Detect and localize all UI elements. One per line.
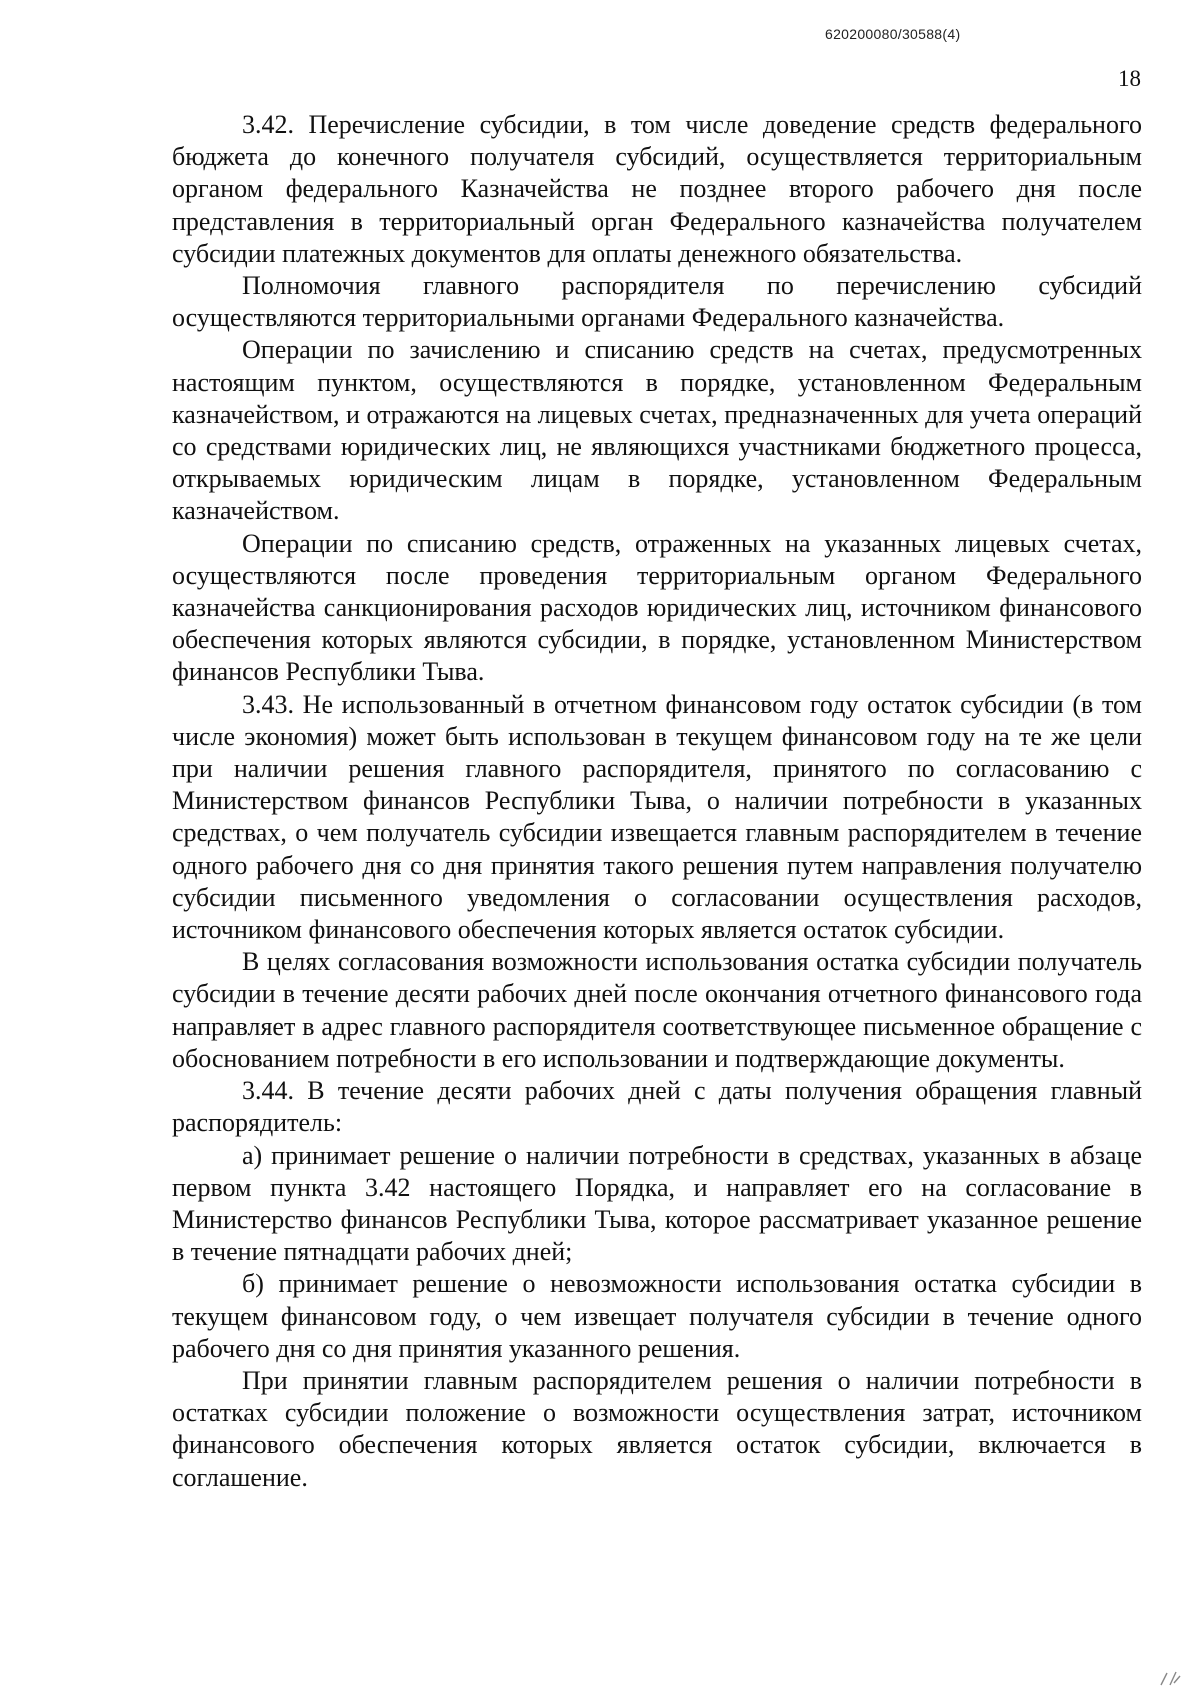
paragraph-operations-writeoff: Операции по списанию средств, отраженных на указанных лицевых счетах, осуществляются после проведения территориальным органом Федерального казначейства санкционирования расходов юридических лиц, источником финансового обеспечения которых являются субсидии, в порядке, установленном Министерством финансов Республики Тыва. xyxy=(172,528,1142,687)
paragraph-item-b: б) принимает решение о невозможности использования остатка субсидии в текущем финансовом году, о чем извещает получателя субсидии в течение одного рабочего дня со дня принятия указанного решения. xyxy=(172,1269,1142,1363)
paragraph-item-a: а) принимает решение о наличии потребности в средствах, указанных в абзаце первом пункта 3.42 настоящего Порядка, и направляет его на согласование в Министерство финансов Республики Тыва, которое рассматривает указанное решение в течение пятнадцати рабочих дней; xyxy=(172,1140,1142,1267)
paragraph-approval-request: В целях согласования возможности использования остатка субсидии получатель субсидии в течение десяти рабочих дней после окончания отчетного финансового года направляет в адрес главного распорядителя соответствующее письменное обращение с обоснованием потребности в его использовании и подтверждающие документы. xyxy=(172,947,1142,1073)
paragraph-agreement: При принятии главным распорядителем решения о наличии потребности в остатках субсидии положение о возможности осуществления затрат, источником финансового обеспечения которых является остаток субсидии, включается в соглашение. xyxy=(172,1365,1142,1492)
paragraph-operations-accounts: Операции по зачислению и списанию средств на счетах, предусмотренных настоящим пунктом, осуществляются в порядке, установленном Федеральным казначейством, и отражаются на лицевых счетах, предназначенных для учета операций со средствами юридических лиц, не являющихся участниками бюджетного процесса, открываемых юридическим лицам в порядке, установленном Федеральным казначейством. xyxy=(172,335,1142,526)
document-body xyxy=(172,109,1142,1494)
paragraph-3-44: 3.44. В течение десяти рабочих дней с даты получения обращения главный распорядитель: xyxy=(172,1076,1142,1138)
paragraph-3-43: 3.43. Не использованный в отчетном финансовом году остаток субсидии (в том числе экономия) может быть использован в текущем финансовом году на те же цели при наличии решения главного распорядителя, принятого по согласованию с Министерством финансов Республики Тыва, о наличии потребности в указанных средствах, о чем получатель субсидии извещается главным распорядителем в течение одного рабочего дня со дня принятия такого решения путем направления получателю субсидии письменного уведомления о согласовании осуществления расходов, источником финансового обеспечения которых является остаток субсидии. xyxy=(172,689,1142,945)
handwritten-mark xyxy=(1158,1668,1184,1693)
paragraph-powers: Полномочия главного распорядителя по перечислению субсидий осуществляются территориальными органами Федерального казначейства. xyxy=(172,271,1142,333)
document-id: 620200080/30588(4) xyxy=(825,26,961,42)
paragraph-3-42: 3.42. Перечисление субсидии, в том числе доведение средств федерального бюджета до конечного получателя субсидий, осуществляется территориальным органом федерального Казначейства не позднее второго рабочего дня после представления в территориальный орган Федерального казначейства получателем субсидии платежных документов для оплаты денежного обязательства. xyxy=(172,110,1142,268)
page-number: 18 xyxy=(1118,66,1141,91)
